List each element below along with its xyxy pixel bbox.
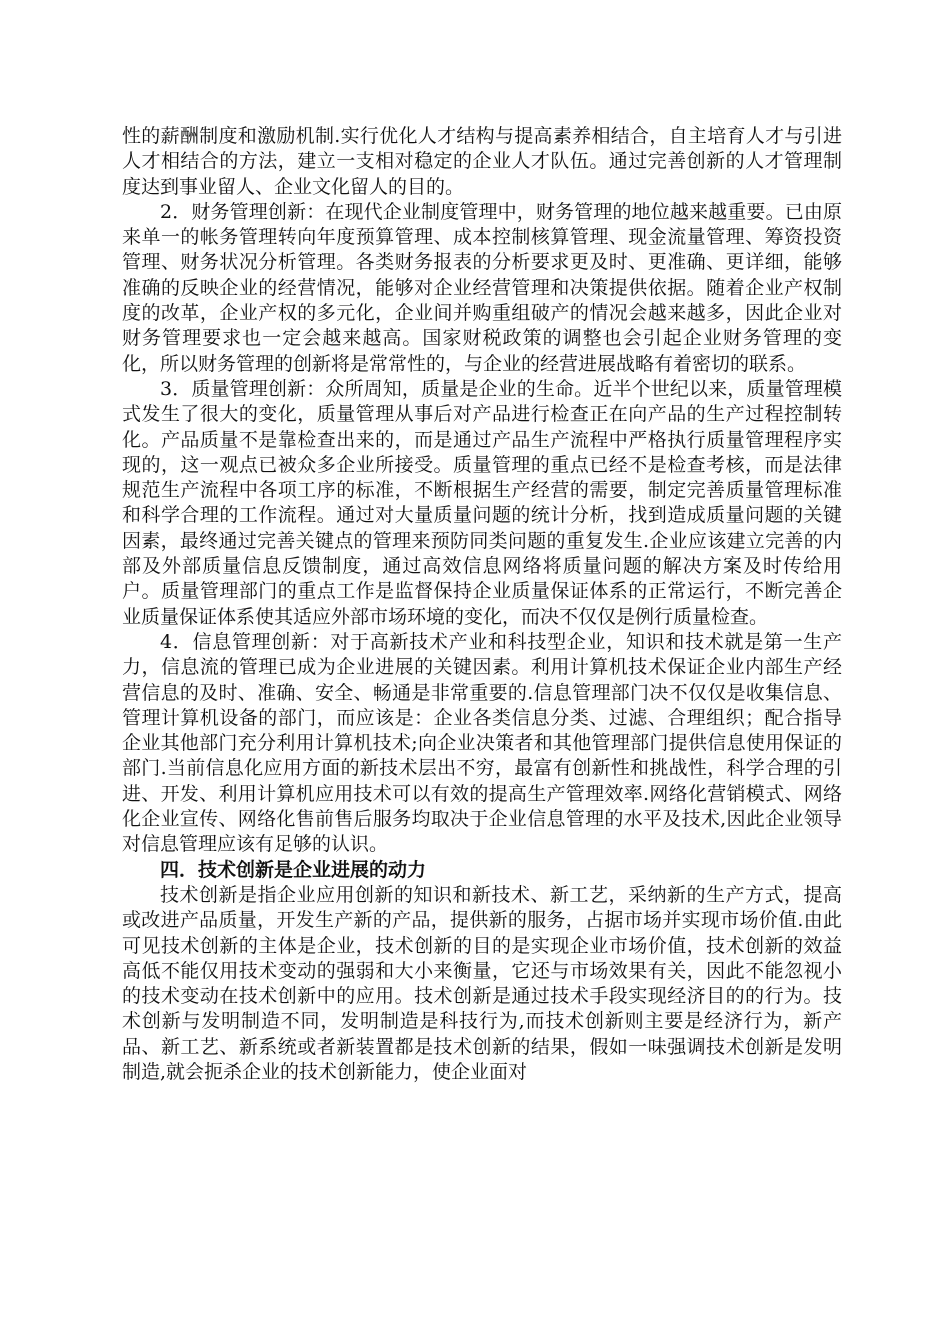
section-heading-technology-innovation: 四．技术创新是企业进展的动力 [160,858,427,881]
paragraph-talent-management: 性的薪酬制度和激励机制.实行优化人才结构与提高素养相结合，自主培育人才与引进人才相结合的方法，建立一支相对稳定的企业人才队伍。通过完善创新的人才管理制度达到事业留人、企业文化留人的目的。 [122,125,842,198]
paragraph-quality-management: 3．质量管理创新：众所周知，质量是企业的生命。近半个世纪以来，质量管理模式发生了很大的变化，质量管理从事后对产品进行检查正在向产品的生产过程控制转化。产品质量不是靠检查出来的，而是通过产品生产流程中严格执行质量管理程序实现的，这一观点已被众多企业所接受。质量管理的重点已经不是检查考核，而是法律规范生产流程中各项工序的标准，不断根据生产经营的需要，制定完善质量管理标准和科学合理的工作流程。通过对大量质量问题的统计分析，找到造成质量问题的关键因素，最终通过完善关键点的管理来预防同类问题的重复发生.企业应该建立完善的内部及外部质量信息反馈制度，通过高效信息网络将质量问题的解决方案及时传给用户。质量管理部门的重点工作是监督保持企业质量保证体系的正常运行，不断完善企业质量保证体系使其适应外部市场环境的变化，而决不仅仅是例行质量检查。 [122,377,842,628]
paragraph-information-management: 4．信息管理创新：对于高新技术产业和科技型企业，知识和技术就是第一生产力，信息流的管理已成为企业进展的关键因素。利用计算机技术保证企业内部生产经营信息的及时、准确、安全、畅通是非常重要的.信息管理部门决不仅仅是收集信息、管理计算机设备的部门，而应该是：企业各类信息分类、过滤、合理组织；配合指导企业其他部门充分利用计算机技术;向企业决策者和其他管理部门提供信息使用保证的部门.当前信息化应用方面的新技术层出不穷，最富有创新性和挑战性，科学合理的引进、开发、利用计算机应用技术可以有效的提高生产管理效率.网络化营销模式、网络化企业宣传、网络化售前售后服务均取决于企业信息管理的水平及技术,因此企业领导对信息管理应该有足够的认识。 [122,630,842,856]
document-page [122,124,842,1085]
paragraph-financial-management: 2．财务管理创新：在现代企业制度管理中，财务管理的地位越来越重要。已由原来单一的帐务管理转向年度预算管理、成本控制核算管理、现金流量管理、筹资投资管理、财务状况分析管理。各类财务报表的分析要求更及时、更准确、更详细，能够准确的反映企业的经营情况，能够对企业经营管理和决策提供依据。随着企业产权制度的改革，企业产权的多元化，企业间并购重组破产的情况会越来越多，因此企业对财务管理要求也一定会越来越高。国家财税政策的调整也会引起企业财务管理的变化，所以财务管理的创新将是常常性的，与企业的经营进展战略有着密切的联系。 [122,200,842,375]
paragraph-technology-innovation: 技术创新是指企业应用创新的知识和新技术、新工艺，采纳新的生产方式，提高或改进产品质量，开发生产新的产品，提供新的服务，占据市场并实现市场价值.由此可见技术创新的主体是企业，技术创新的目的是实现企业市场价值，技术创新的效益高低不能仅用技术变动的强弱和大小来衡量，它还与市场效果有关，因此不能忽视小的技术变动在技术创新中的应用。技术创新是通过技术手段实现经济目的的行为。技术创新与发明制造不同，发明制造是科技行为,而技术创新则主要是经济行为，新产品、新工艺、新系统或者新装置都是技术创新的结果，假如一味强调技术创新是发明制造,就会扼杀企业的技术创新能力，使企业面对 [122,883,842,1083]
